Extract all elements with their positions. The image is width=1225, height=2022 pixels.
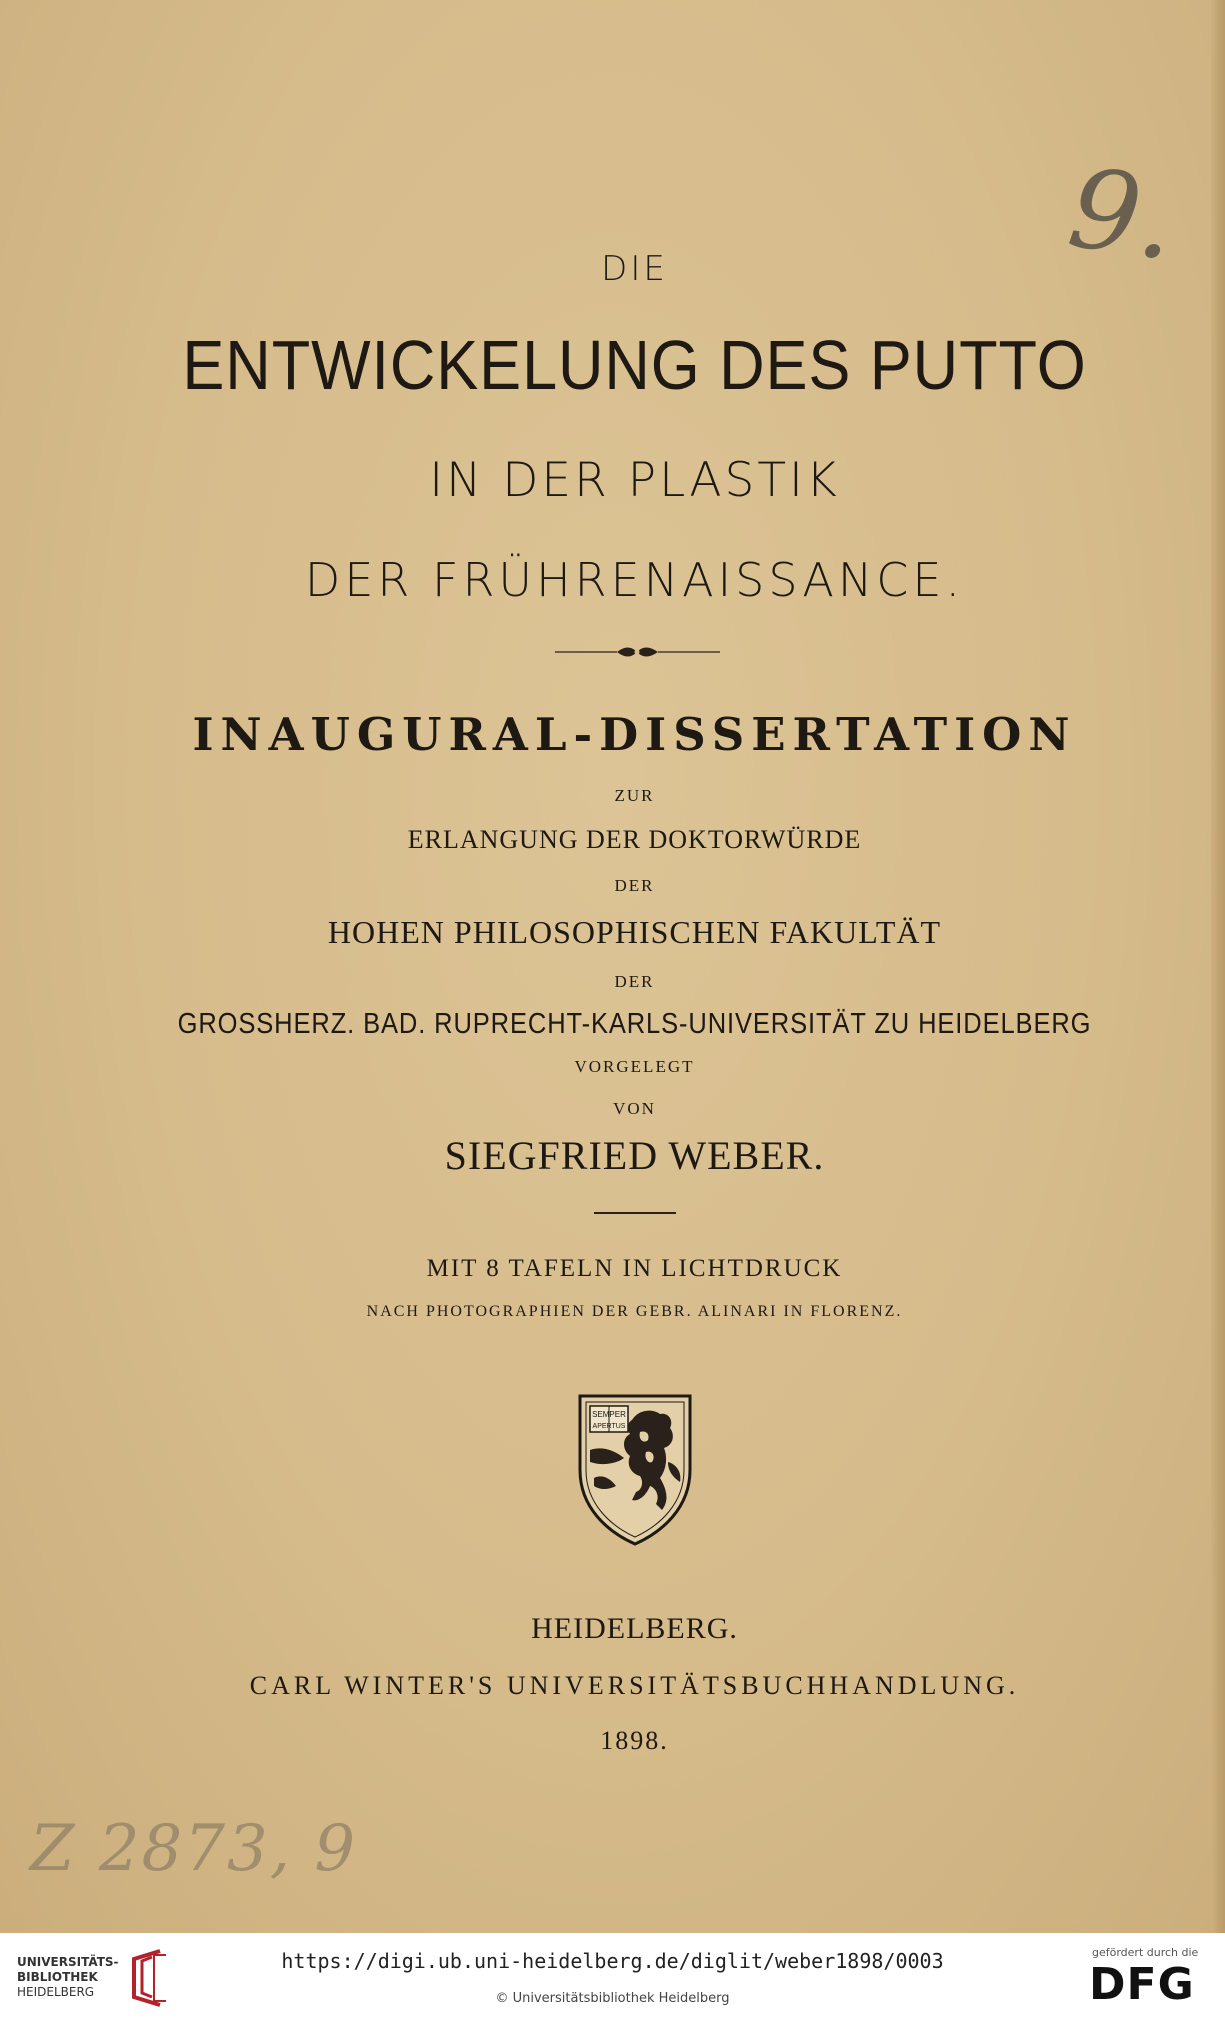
library-name-line: BIBLIOTHEK (17, 1970, 98, 1984)
handwritten-shelfmark: Z 2873, 9 (30, 1812, 358, 1886)
dfg-logo[interactable]: DFG (1089, 1959, 1195, 2010)
text-erlangung: ERLANGUNG DER DOKTORWÜRDE (407, 825, 862, 854)
crest-motto-2: APERTUS (592, 1423, 626, 1430)
dissertation-heading: INAUGURAL-DISSERTATION (192, 708, 1077, 761)
year: 1898. (600, 1726, 669, 1755)
main-title: ENTWICKELUNG DES PUTTO (182, 326, 1087, 404)
permalink-url[interactable]: https://digi.ub.uni-heidelberg.de/diglit/weber1898/0003 (281, 1949, 944, 1973)
subtitle-plastik: IN DER PLASTIK (429, 453, 840, 508)
viewer-footer (0, 1933, 1225, 2022)
copyright-notice: © Universitätsbibliothek Heidelberg (495, 1991, 730, 2006)
funding-note: gefördert durch die (1092, 1946, 1199, 1959)
text-universitaet: GROSSHERZ. BAD. RUPRECHT-KARLS-UNIVERSITÄT ZU HEIDELBERG (177, 1008, 1092, 1040)
author-name: SIEGFRIED WEBER. (444, 1133, 825, 1178)
text-photographien: NACH PHOTOGRAPHIEN DER GEBR. ALINARI IN FLORENZ. (366, 1303, 903, 1320)
crest-motto-1: SEMPER (592, 1410, 626, 1419)
library-name-line: HEIDELBERG (17, 1985, 95, 1999)
text-zur: ZUR (614, 786, 655, 805)
text-der: DER (614, 972, 655, 991)
library-name-line: UNIVERSITÄTS- (17, 1955, 119, 1969)
subtitle-fruehrenaissance: DER FRÜHRENAISSANCE. (304, 553, 965, 607)
text-tafeln: MIT 8 TAFELN IN LICHTDRUCK (426, 1255, 843, 1282)
handwritten-number: 9. (1061, 143, 1184, 285)
university-crest-icon (576, 1392, 694, 1547)
publisher: CARL WINTER'S UNIVERSITÄTSBUCHHANDLUNG. (249, 1671, 1020, 1700)
text-fakultaet: HOHEN PHILOSOPHISCHEN FAKULTÄT (327, 914, 942, 950)
title-die: DIE (601, 249, 668, 289)
text-der: DER (614, 876, 655, 895)
short-rule (594, 1212, 676, 1214)
text-von: VON (613, 1099, 656, 1118)
city: HEIDELBERG. (531, 1612, 738, 1645)
text-vorgelegt: VORGELEGT (574, 1057, 695, 1076)
ornament-divider (555, 645, 720, 659)
